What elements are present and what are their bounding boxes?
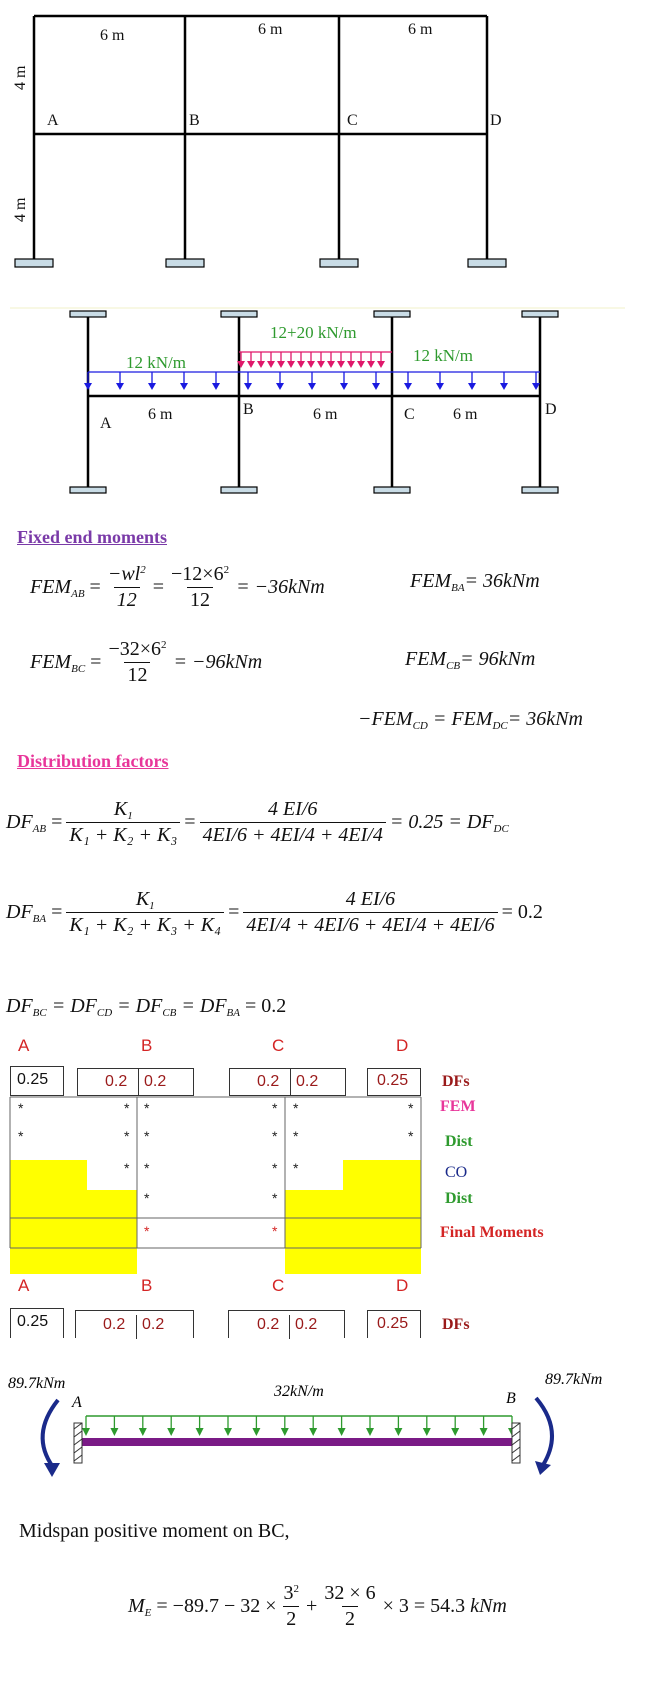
load-arrow-head xyxy=(84,383,92,390)
table-node-c: C xyxy=(272,1036,285,1055)
load-arrow-extra-head xyxy=(337,361,345,368)
load-arrow-extra-head xyxy=(247,361,255,368)
star: * xyxy=(144,1128,150,1144)
load-arrow-extra-head xyxy=(267,361,275,368)
node-label-d: D xyxy=(545,401,557,418)
star: * xyxy=(272,1190,278,1206)
df-heading: Distribution factors xyxy=(17,751,169,771)
beam-load-arrow-head xyxy=(82,1428,90,1436)
load-arrow-head xyxy=(404,383,412,390)
row-label-final: Final Moments xyxy=(440,1224,544,1241)
frame-diagram-2 xyxy=(0,300,656,500)
support-label-a: A xyxy=(72,1394,82,1411)
beam-load-arrow-head xyxy=(110,1428,118,1436)
fixed-support-right xyxy=(512,1423,520,1463)
span-label-2: 6 m xyxy=(258,21,283,38)
support-d xyxy=(468,259,506,267)
beam-load-arrow-head xyxy=(451,1428,459,1436)
load-label-right: 12 kN/m xyxy=(413,346,473,365)
load-arrow-head xyxy=(500,383,508,390)
star: * xyxy=(272,1128,278,1144)
beam-load-arrow-head xyxy=(224,1428,232,1436)
table-grid xyxy=(0,1030,440,1260)
load-arrow-extra-head xyxy=(297,361,305,368)
load-arrow-extra-head xyxy=(257,361,265,368)
node-label-b: B xyxy=(189,112,200,129)
star: * xyxy=(18,1100,24,1116)
table-node-a: A xyxy=(18,1276,30,1295)
span-label-2: 6 m xyxy=(313,406,338,423)
frame-diagram-1 xyxy=(0,0,656,275)
beam-diagram xyxy=(0,1365,656,1485)
load-arrow-extra-head xyxy=(317,361,325,368)
star: * xyxy=(144,1223,150,1239)
df-box-c: 0.2 0.2 xyxy=(229,1068,346,1096)
load-label-left: 12 kN/m xyxy=(126,353,186,372)
fixed-support-left xyxy=(74,1423,82,1463)
beam-load-arrow-head xyxy=(196,1428,204,1436)
span-label-3: 6 m xyxy=(453,406,478,423)
right-moment-label: 89.7kNm xyxy=(545,1371,603,1388)
midspan-equation: $M_E$ = −89.7 − 32 × $\frac{3^2}{2}$ + $\frac{32 \times 6}{2}$ × 3 = 54.3 kNm xyxy=(128,1582,507,1630)
load-arrow-head xyxy=(308,383,316,390)
star: * xyxy=(272,1223,278,1239)
row-label-dfs: DFs xyxy=(442,1073,470,1090)
df-ba-equation: $DF_{BA}$ = $\frac{K_1}{\text{K₁ + K₂ + K₃ + K₄}}$ = $\frac{4 EI/6}{4EI/4 + 4EI/6 + 4EI/4 + 4EI/6}$ = 0.2 xyxy=(6,888,543,936)
df-box-b: 0.2 0.2 xyxy=(77,1068,194,1096)
star: * xyxy=(144,1190,150,1206)
height-label-upper: 4 m xyxy=(12,65,29,90)
table-node-b: B xyxy=(141,1036,153,1055)
load-arrow-extra-head xyxy=(347,361,355,368)
node-label-b: B xyxy=(243,401,254,418)
star: * xyxy=(272,1160,278,1176)
load-arrow-head xyxy=(244,383,252,390)
fem-cb-equation: $FEM_{CB}$ = 96kNm xyxy=(405,648,536,672)
node-label-d: D xyxy=(490,112,502,129)
node-label-a: A xyxy=(47,112,59,129)
support-b xyxy=(166,259,204,267)
fem-ba-equation: $FEM_{BA}$ = 36kNm xyxy=(410,570,540,594)
fem-ab-equation: $FEM_{AB}$ = $\frac{-wl^2}{12}$ = $\frac{-12\times 6^2}{12}$ = −36kNm xyxy=(30,563,325,611)
load-arrow-head xyxy=(340,383,348,390)
span-label-1: 6 m xyxy=(148,406,173,423)
star: * xyxy=(144,1160,150,1176)
fem-cd-equation: $-FEM_{CD}$ = $FEM_{DC}$ = 36kNm xyxy=(358,708,583,732)
load-arrow-extra-head xyxy=(277,361,285,368)
load-arrow-extra-head xyxy=(327,361,335,368)
table-node-d: D xyxy=(396,1276,409,1295)
md-table-2 xyxy=(0,1270,656,1340)
node-label-c: C xyxy=(347,112,358,129)
support-a xyxy=(15,259,53,267)
fem-heading: Fixed end moments xyxy=(17,527,167,547)
row-label-dfs: DFs xyxy=(442,1316,470,1333)
node-label-a: A xyxy=(100,415,112,432)
load-label: 32kN/m xyxy=(274,1383,324,1400)
node-label-c: C xyxy=(404,406,415,423)
row-label-co: CO xyxy=(445,1164,468,1181)
md-table xyxy=(0,1030,656,1260)
table-node-d: D xyxy=(396,1036,409,1055)
support-label-b: B xyxy=(506,1390,516,1407)
load-arrow-extra-head xyxy=(307,361,315,368)
star: * xyxy=(408,1128,414,1144)
span-label-1: 6 m xyxy=(100,27,125,44)
moment-arrow-left-icon xyxy=(43,1400,60,1477)
load-arrow-head xyxy=(372,383,380,390)
load-arrow-head xyxy=(116,383,124,390)
beam-load-arrow-head xyxy=(338,1428,346,1436)
row-label-fem: FEM xyxy=(440,1098,476,1115)
df-box-d: 0.25 xyxy=(367,1310,421,1338)
star: * xyxy=(144,1100,150,1116)
df-box-c: 0.2 0.2 xyxy=(228,1310,345,1338)
moment-arrow-right-icon xyxy=(535,1398,552,1475)
left-moment-label: 89.7kNm xyxy=(8,1375,66,1392)
star: * xyxy=(124,1100,130,1116)
load-arrow-head xyxy=(468,383,476,390)
beam-load-arrow-head xyxy=(394,1428,402,1436)
load-arrow-extra-head xyxy=(377,361,385,368)
support-c xyxy=(320,259,358,267)
midspan-text: Midspan positive moment on BC, xyxy=(19,1520,290,1542)
load-arrow-head xyxy=(436,383,444,390)
row-label-dist-2: Dist xyxy=(445,1190,473,1207)
star: * xyxy=(408,1100,414,1116)
df-ab-equation: $DF_{AB}$ = $\frac{K_1}{\text{K₁ + K₂ + K₃}}$ = $\frac{4 EI/6}{4EI/6 + 4EI/4 + 4EI/4}$ = $0.25 = DF_{DC}$ xyxy=(6,798,509,846)
load-arrow-head xyxy=(212,383,220,390)
beam-load-arrow-head xyxy=(480,1428,488,1436)
star: * xyxy=(124,1160,130,1176)
beam-load-arrow-head xyxy=(139,1428,147,1436)
span-label-3: 6 m xyxy=(408,21,433,38)
beam-load-arrow-head xyxy=(309,1428,317,1436)
beam-load-arrow-head xyxy=(281,1428,289,1436)
fem-bc-equation: $FEM_{BC}$ = $\frac{-32\times 6^2}{12}$ = −96kNm xyxy=(30,638,263,686)
load-arrow-extra-head xyxy=(367,361,375,368)
star: * xyxy=(293,1160,299,1176)
df-box-b: 0.2 0.2 xyxy=(75,1310,194,1338)
df-box-a: 0.25 xyxy=(10,1066,64,1096)
beam-load-arrow-head xyxy=(167,1428,175,1436)
star: * xyxy=(18,1128,24,1144)
df-equal-equation: $DF_{BC}$ = $DF_{CD}$ = $DF_{CB}$ = $DF_{BA}$ = 0.2 xyxy=(6,995,287,1019)
star: * xyxy=(272,1100,278,1116)
load-arrow-head xyxy=(276,383,284,390)
table-node-b: B xyxy=(141,1276,153,1295)
df-box-a: 0.25 xyxy=(10,1308,64,1338)
table-node-c: C xyxy=(272,1276,285,1295)
table-node-a: A xyxy=(18,1036,30,1055)
beam-body xyxy=(82,1438,512,1446)
df-box-d: 0.25 xyxy=(367,1068,421,1096)
load-arrow-extra-head xyxy=(357,361,365,368)
load-arrow-extra-head xyxy=(287,361,295,368)
star: * xyxy=(293,1100,299,1116)
height-label-lower: 4 m xyxy=(12,197,29,222)
beam-load-arrow-head xyxy=(252,1428,260,1436)
beam-load-arrow-head xyxy=(366,1428,374,1436)
star: * xyxy=(124,1128,130,1144)
load-arrow-head xyxy=(148,383,156,390)
load-label-mid: 12+20 kN/m xyxy=(270,323,357,342)
row-label-dist: Dist xyxy=(445,1133,473,1150)
beam-load-arrow-head xyxy=(423,1428,431,1436)
load-arrow-head xyxy=(180,383,188,390)
star: * xyxy=(293,1128,299,1144)
